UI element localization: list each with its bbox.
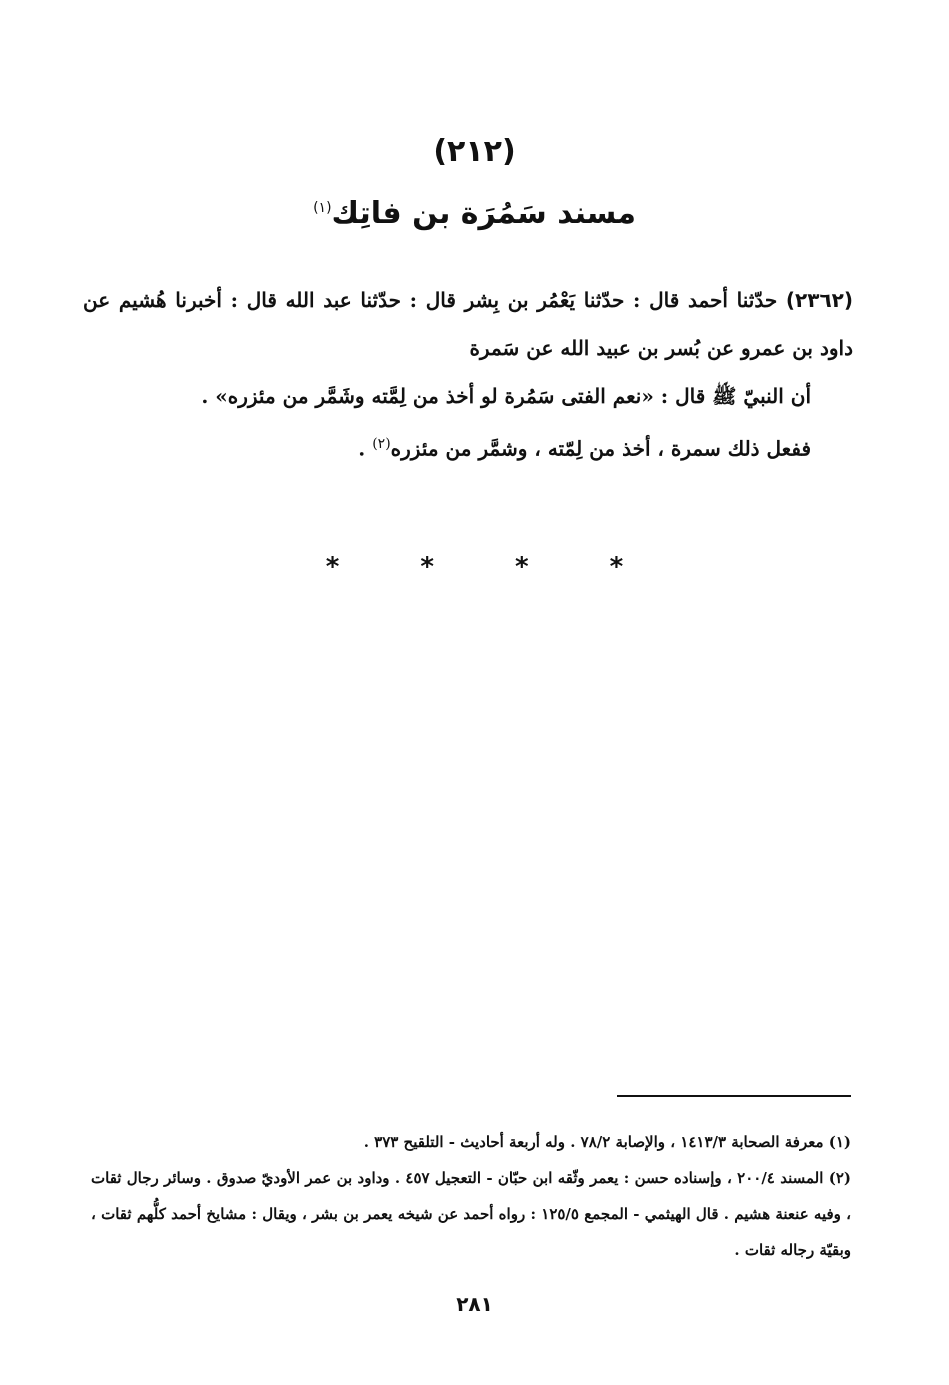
footnote-2: (٢) المسند ٢٠٠/٤ ، وإسناده حسن : يعمر وثّقه ابن حبّان - التعجيل ٤٥٧ . وداود بن عمر الأوديّ صدوق . وسائر رجال ثقات ، وفيه عنعنة هشيم . قال الهيثمي - المجمع ١٢٥/٥ : رواه أحمد عن شيخه يعمر بن بشر ، ويقال : مشايخ أحمد كلُّهم ثقات ، وبقيّة رجاله ثقات . — [91, 1169, 852, 1259]
title-footnote-mark: (١) — [313, 200, 332, 216]
hadith-isnad: حدّثنا أحمد قال : حدّثنا يَعْمُر بن بِشر قال : حدّثنا عبد الله قال : أخبرنا هُشيم عن داود بن عمرو عن بُسر بن عبيد الله عن سَمرة — [83, 288, 853, 360]
page-number: ٢٨١ — [456, 1292, 493, 1316]
hadith-number: (٢٣٦٢) — [785, 288, 853, 312]
footnote-1: (١) معرفة الصحابة ١٤١٣/٣ ، والإصابة ٧٨/٢ . وله أربعة أحاديث - التلقيح ٣٧٣ . — [363, 1133, 851, 1151]
hadith-line3-text: ففعل ذلك سمرة ، أخذ من لِمّته ، وشمَّر من مئزره — [390, 436, 811, 461]
hadith-footnote-mark: (٢) — [372, 436, 391, 452]
section-separator-stars: * * * * — [325, 552, 660, 582]
footnotes — [91, 1124, 851, 1268]
hadith-line3-end: . — [358, 436, 373, 461]
chapter-title — [0, 196, 949, 231]
hadith-paragraph-3 — [83, 420, 853, 473]
chapter-number: (٢١٢) — [433, 134, 516, 169]
footnote-separator-line — [617, 1095, 851, 1097]
hadith-paragraph-2: أن النبيّ ﷺ قال : «نعم الفتى سَمُرة لو أخذ من لِمَّته وشَمَّر من مئزره» . — [201, 384, 811, 408]
chapter-title-text: مسند سَمُرَة بن فاتِك — [331, 196, 636, 231]
hadith-body — [83, 276, 853, 473]
hadith-paragraph-1 — [83, 276, 853, 372]
